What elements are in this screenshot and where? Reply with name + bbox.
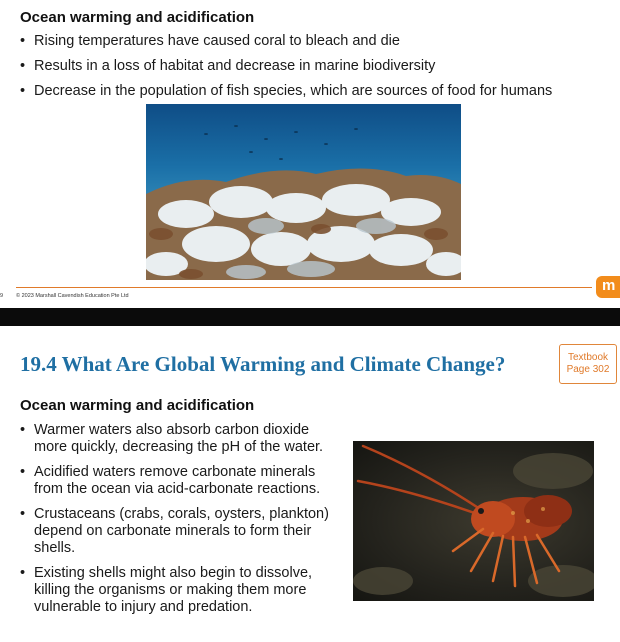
top-bullet-list bbox=[20, 33, 615, 108]
bottom-bullet-list bbox=[20, 422, 345, 624]
slide-separator bbox=[0, 308, 620, 326]
list-item: • Acidified waters remove carbonate minerals from the ocean via acid-carbonate reactions. bbox=[20, 464, 345, 498]
top-heading: Ocean warming and acidification bbox=[20, 9, 255, 26]
spiny-lobster-photo bbox=[353, 441, 594, 601]
textbook-label: Textbook bbox=[567, 352, 609, 363]
list-item: • Rising temperatures have caused coral to bleach and die bbox=[20, 33, 615, 50]
bleached-coral-photo bbox=[146, 104, 461, 280]
list-item: • Results in a loss of habitat and decrease in marine biodiversity bbox=[20, 58, 615, 75]
footer-divider bbox=[16, 287, 592, 288]
list-item: • Warmer waters also absorb carbon dioxide more quickly, decreasing the pH of the water. bbox=[20, 422, 345, 456]
publisher-logo: m bbox=[596, 276, 620, 298]
coral-illustration bbox=[146, 104, 461, 280]
bottom-heading: Ocean warming and acidification bbox=[20, 397, 255, 414]
slide-bottom bbox=[0, 326, 620, 642]
textbook-reference-badge bbox=[559, 344, 617, 384]
list-item: • Existing shells might also begin to dissolve, killing the organisms or making them more vulnerable to injury and predation. bbox=[20, 565, 345, 616]
slide-top bbox=[0, 0, 620, 308]
list-item: • Crustaceans (crabs, corals, oysters, plankton) depend on carbonate minerals to form their shells. bbox=[20, 506, 345, 557]
lobster-illustration bbox=[353, 441, 594, 601]
copyright-text: © 2023 Marshall Cavendish Education Pte Ltd bbox=[16, 293, 129, 299]
textbook-page: Page 302 bbox=[566, 364, 610, 375]
list-item: • Decrease in the population of fish species, which are sources of food for humans bbox=[20, 83, 615, 100]
slide-title: 19.4 What Are Global Warming and Climate Change? bbox=[20, 352, 506, 376]
page-number: 9 bbox=[0, 293, 4, 299]
